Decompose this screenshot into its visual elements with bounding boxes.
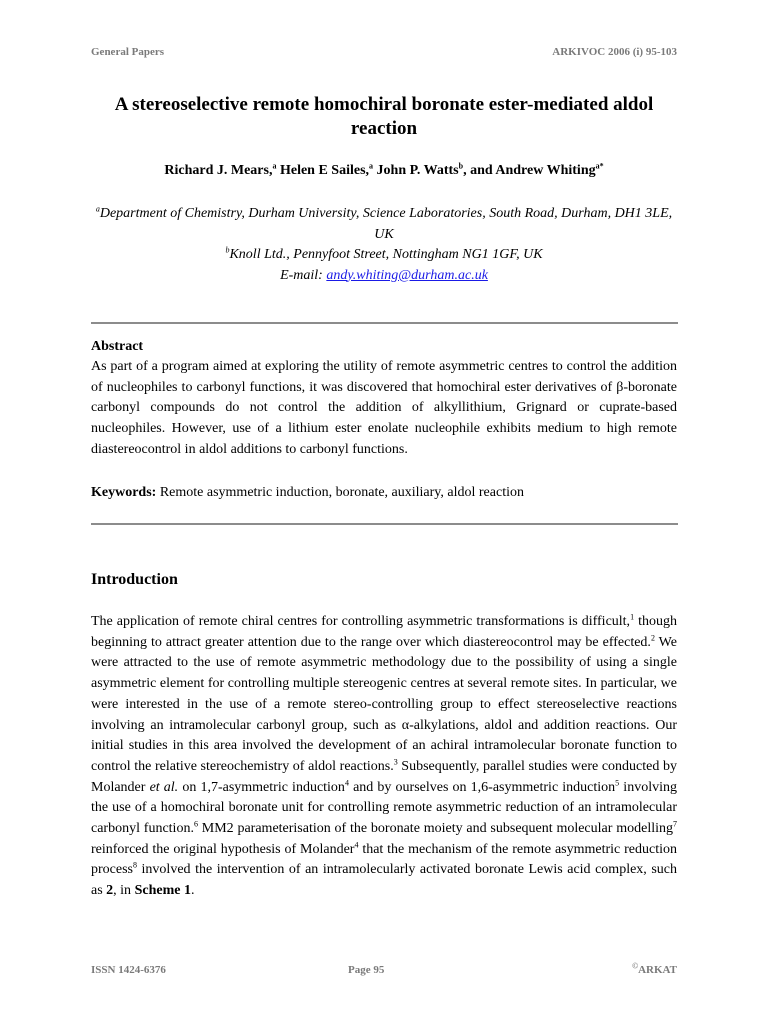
scheme-reference: Scheme 1: [134, 883, 191, 899]
copyright-icon: ©: [632, 961, 639, 971]
reference-marker: 5: [615, 777, 620, 787]
reference-marker: 4: [344, 777, 349, 787]
divider-top: [91, 322, 678, 324]
divider-bottom: [91, 523, 678, 525]
article-title: A stereoselective remote homochiral boronate ester-mediated aldol reaction: [114, 94, 654, 139]
affiliation-a: $^a$Department of Chemistry, Durham University, Science Laboratories, South Road, Durham, DH1 3LE, UK: [95, 204, 673, 242]
affiliation-marker: b: [458, 161, 464, 171]
introduction-text: The application of remote chiral centres for controlling asymmetric transformations is difficult,$^1$ though beginning to attract greater attention due to the range over which diastereocontrol may be effected.$^2$ We were attracted to the use of remote asymmetric methodology due to the possibility of using a single asymmetric element for controlling multiple stereogenic centres at several remote sites. In particular, we were interested in the use of a remote stereo-controlling group to effect stereoselective reactions involving an intramolecular carbonyl group, such as α-alkylations, aldol and addition reactions. Our initial studies in this area involved the development of an achiral intramolecular boronate function to control the relative stereochemistry of aldol reactions.$^3$ Subsequently, parallel studies were conducted by Molander et al. on 1,7-asymmetric induction$^4$ and by ourselves on 1,6-asymmetric induction$^5$ involving the use of a homochiral boronate unit for controlling remote asymmetric reduction of an intramolecular carbonyl function.$^6$ MM2 parameterisation of the boronate moiety and subsequent molecular modelling$^7$ reinforced the original hypothesis of Molander$^4$ that the mechanism of the remote asymmetric reduction process$^8$ involved the intervention of an intramolecularly activated boronate Lewis acid complex, such as 2, in Scheme 1.: [91, 612, 677, 899]
affiliations: [91, 204, 677, 286]
issn: ISSN 1424-6376: [91, 964, 166, 976]
email-link[interactable]: andy.whiting@durham.ac.uk: [326, 267, 488, 283]
author-name: John P. Watts: [373, 163, 459, 178]
publisher: ©ARKAT: [632, 961, 677, 976]
reference-marker: 7: [673, 819, 677, 829]
author-name: Richard J. Mears,: [164, 163, 273, 178]
journal-citation: ARKIVOC 2006 (i) 95-103: [552, 46, 677, 58]
affiliation-marker: a: [272, 161, 277, 171]
keywords: [91, 483, 677, 504]
affiliation-b: $^b$Knoll Ltd., Pennyfoot Street, Nottingham NG1 1GF, UK: [225, 245, 543, 262]
reference-marker: 8: [133, 860, 137, 870]
reference-marker: 3: [393, 757, 398, 767]
author-name: , and Andrew Whiting: [463, 163, 596, 178]
compound-number: 2: [106, 883, 114, 899]
corresponding-author-icon: *: [599, 161, 604, 171]
affiliation-marker: a*: [595, 161, 604, 171]
keywords-label: Keywords:: [91, 485, 157, 500]
email-line: E-mail: andy.whiting@durham.ac.uk: [280, 267, 488, 283]
keywords-text: Remote asymmetric induction, boronate, auxiliary, aldol reaction: [156, 485, 524, 500]
running-header: [91, 46, 677, 58]
reference-marker: 4: [354, 840, 359, 850]
reference-marker: 2: [650, 633, 655, 643]
reference-marker: 1: [630, 612, 635, 622]
introduction-heading: Introduction: [91, 571, 178, 588]
affiliation-marker: a: [369, 161, 374, 171]
abstract-heading: Abstract: [91, 339, 144, 354]
author-name: Helen E Sailes,: [276, 163, 370, 178]
author-list: [91, 163, 677, 179]
page-number: Page 95: [348, 964, 385, 976]
reference-marker: 6: [193, 819, 198, 829]
journal-section: General Papers: [91, 46, 165, 58]
page-footer: [91, 961, 677, 976]
abstract-text: As part of a program aimed at exploring the utility of remote asymmetric centres to control the addition of nucleophiles to carbonyl functions, it was discovered that homochiral ester derivatives of β-boronate carbonyl compounds do not control the addition of alkyllithium, Grignard or cuprate-based nucleophiles. However, use of a lithium ester enolate nucleophile exhibits medium to high remote diastereocontrol in aldol additions to carbonyl functions.: [91, 359, 677, 457]
